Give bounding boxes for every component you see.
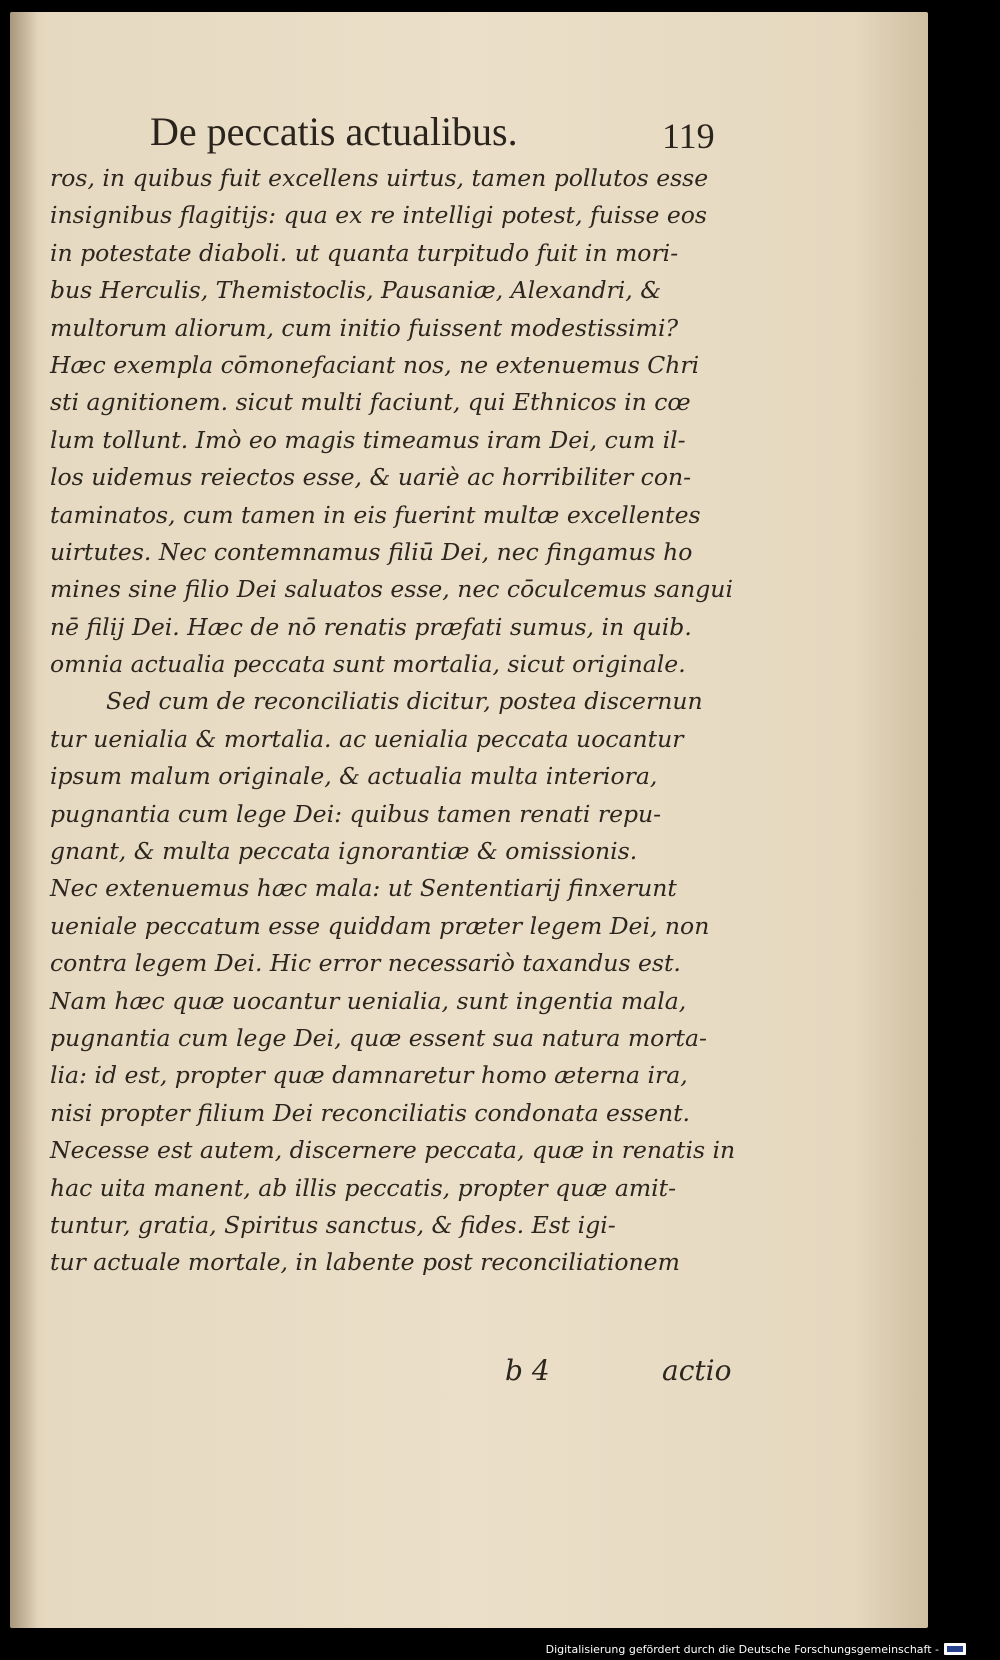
text-line: bus Herculis, Themistoclis, Pausaniæ, Alexandri, & — [50, 276, 662, 305]
text-line: nisi propter filium Dei reconciliatis condonata essent. — [50, 1098, 691, 1127]
text-line: tur uenialia & mortalia. ac uenialia peccata uocantur — [50, 724, 684, 753]
text-line: Hæc exempla cōmonefaciant nos, ne extenuemus Chri — [50, 350, 700, 379]
text-line: Nec extenuemus hæc mala: ut Sententiarij finxerunt — [50, 874, 677, 903]
text-line: nē filij Dei. Hæc de nō renatis præfati sumus, in quib. — [50, 612, 692, 641]
text-line: omnia actualia peccata sunt mortalia, sicut originale. — [50, 650, 686, 679]
text-line: Necesse est autem, discernere peccata, quæ in renatis in — [50, 1136, 736, 1165]
text-line: pugnantia cum lege Dei, quæ essent sua natura morta- — [50, 1023, 707, 1052]
credit-text: Digitalisierung gefördert durch die Deutsche Forschungsgemeinschaft - — [545, 1642, 939, 1656]
text-line: in potestate diaboli. ut quanta turpitudo fuit in mori- — [50, 238, 679, 267]
text-line: uirtutes. Nec contemnamus filiū Dei, nec fingamus ho — [50, 537, 693, 566]
text-line: ipsum malum originale, & actualia multa interiora, — [50, 762, 658, 791]
text-line: lia: id est, propter quæ damnaretur homo æterna ira, — [50, 1061, 688, 1090]
text-line: insignibus flagitijs: qua ex re intelligi potest, fuisse eos — [50, 201, 707, 230]
text-line: pugnantia cum lege Dei: quibus tamen renati repu- — [50, 799, 662, 828]
text-line: multorum aliorum, cum initio fuissent modestissimi? — [50, 313, 679, 342]
signature-mark: b 4 — [505, 1354, 550, 1387]
page-number: 119 — [662, 116, 715, 156]
text-line: tuntur, gratia, Spiritus sanctus, & fides. Est igi- — [50, 1210, 616, 1239]
page-gutter-shadow — [10, 12, 38, 1628]
dfg-logo — [944, 1643, 966, 1655]
text-line: lum tollunt. Imò eo magis timeamus iram Dei, cum il- — [50, 425, 686, 454]
text-line: taminatos, cum tamen in eis fuerint multæ excellentes — [50, 500, 701, 529]
text-line: contra legem Dei. Hic error necessariò taxandus est. — [50, 949, 681, 978]
text-line: gnant, & multa peccata ignorantiæ & omissionis. — [50, 837, 638, 866]
text-line: ros, in quibus fuit excellens uirtus, tamen pollutos esse — [50, 164, 709, 192]
text-line: sti agnitionem. sicut multi faciunt, qui Ethnicos in cœ — [50, 388, 691, 417]
book-page — [10, 12, 928, 1628]
body-text — [50, 160, 736, 1282]
text-line-paragraph-start: Sed cum de reconciliatis dicitur, postea discernun — [106, 687, 703, 716]
text-line: hac uita manent, ab illis peccatis, propter quæ amit- — [50, 1173, 677, 1202]
text-line: los uidemus reiectos esse, & uariè ac horribiliter con- — [50, 463, 692, 492]
catchword: actio — [662, 1354, 732, 1387]
running-head: De peccatis actualibus. — [150, 109, 518, 154]
text-line: mines sine filio Dei saluatos esse, nec cōculcemus sangui — [50, 575, 733, 604]
text-line: Nam hæc quæ uocantur uenialia, sunt ingentia mala, — [50, 986, 687, 1015]
text-line: tur actuale mortale, in labente post reconciliationem — [50, 1248, 680, 1277]
digitization-credit — [546, 1642, 966, 1656]
text-line: ueniale peccatum esse quiddam præter legem Dei, non — [50, 911, 710, 940]
